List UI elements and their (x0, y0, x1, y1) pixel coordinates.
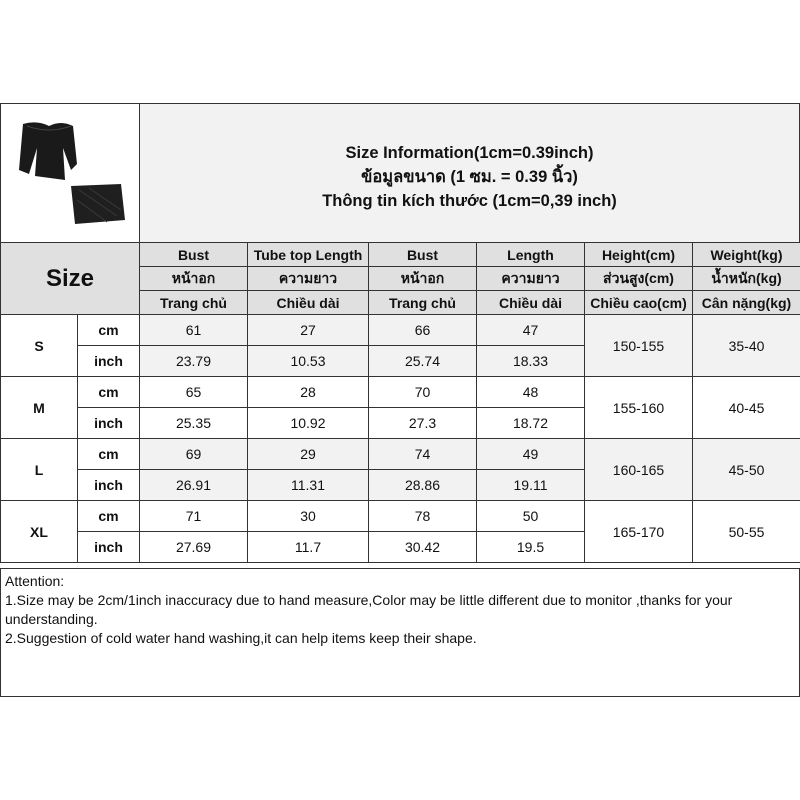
weight-range: 40-45 (693, 377, 800, 439)
size-name-l: L (1, 439, 78, 501)
unit-cm: cm (78, 315, 140, 346)
cell-value: 27 (248, 315, 369, 346)
cell-value: 30.42 (369, 532, 477, 563)
height-range: 155-160 (585, 377, 693, 439)
size-chart-header (0, 103, 800, 242)
unit-inch: inch (78, 408, 140, 439)
table-row (1, 377, 800, 408)
attention-line-2: 2.Suggestion of cold water hand washing,it can help items keep their shape. (5, 630, 477, 646)
size-chart (0, 103, 800, 697)
col-header-bust-th: หน้าอก (140, 267, 248, 291)
unit-inch: inch (78, 532, 140, 563)
cell-value: 70 (369, 377, 477, 408)
unit-cm: cm (78, 501, 140, 532)
height-range: 150-155 (585, 315, 693, 377)
col-header-length-vi: Chiều dài (477, 291, 585, 315)
weight-range: 45-50 (693, 439, 800, 501)
product-thumbnail (1, 104, 140, 243)
cell-value: 28.86 (369, 470, 477, 501)
weight-range: 35-40 (693, 315, 800, 377)
col-header-length: Length (477, 243, 585, 267)
col-header-bust: Bust (140, 243, 248, 267)
cell-value: 29 (248, 439, 369, 470)
cell-value: 61 (140, 315, 248, 346)
attention-line-1: 1.Size may be 2cm/1inch inaccuracy due to hand measure,Color may be little different due to monitor ,thanks for your understanding. (5, 592, 733, 627)
col-header-tube-top-length-vi: Chiều dài (248, 291, 369, 315)
col-header-height-th: ส่วนสูง(cm) (585, 267, 693, 291)
unit-cm: cm (78, 439, 140, 470)
cell-value: 10.92 (248, 408, 369, 439)
attention-notes (0, 568, 800, 697)
unit-inch: inch (78, 470, 140, 501)
cell-value: 25.74 (369, 346, 477, 377)
weight-range: 50-55 (693, 501, 800, 563)
cell-value: 49 (477, 439, 585, 470)
cell-value: 10.53 (248, 346, 369, 377)
cell-value: 25.35 (140, 408, 248, 439)
cell-value: 65 (140, 377, 248, 408)
cell-value: 48 (477, 377, 585, 408)
table-row (1, 439, 800, 470)
cell-value: 19.11 (477, 470, 585, 501)
height-range: 160-165 (585, 439, 693, 501)
cell-value: 26.91 (140, 470, 248, 501)
title-vietnamese: Thông tin kích thước (1cm=0,39 inch) (322, 192, 617, 210)
table-row (1, 315, 800, 346)
col-header-skirt-bust: Bust (369, 243, 477, 267)
col-header-skirt-bust-vi: Trang chủ (369, 291, 477, 315)
cell-value: 66 (369, 315, 477, 346)
unit-cm: cm (78, 377, 140, 408)
cell-value: 18.33 (477, 346, 585, 377)
cell-value: 27.3 (369, 408, 477, 439)
table-row (1, 501, 800, 532)
product-outfit-icon (1, 104, 140, 243)
cell-value: 11.7 (248, 532, 369, 563)
col-header-height-vi: Chiều cao(cm) (585, 291, 693, 315)
col-header-weight-th: น้ำหนัก(kg) (693, 267, 800, 291)
col-header-tube-top-length-th: ความยาว (248, 267, 369, 291)
size-name-m: M (1, 377, 78, 439)
cell-value: 74 (369, 439, 477, 470)
height-range: 165-170 (585, 501, 693, 563)
col-header-tube-top-length: Tube top Length (248, 243, 369, 267)
cell-value: 71 (140, 501, 248, 532)
cell-value: 30 (248, 501, 369, 532)
cell-value: 50 (477, 501, 585, 532)
col-header-weight-vi: Cân nặng(kg) (693, 291, 800, 315)
col-header-skirt-bust-th: หน้าอก (369, 267, 477, 291)
title-english: Size Information(1cm=0.39inch) (345, 144, 594, 162)
size-table (0, 242, 800, 563)
cell-value: 27.69 (140, 532, 248, 563)
cell-value: 11.31 (248, 470, 369, 501)
header-row-english (1, 243, 800, 267)
col-header-bust-vi: Trang chủ (140, 291, 248, 315)
col-header-height: Height(cm) (585, 243, 693, 267)
cell-value: 28 (248, 377, 369, 408)
cell-value: 78 (369, 501, 477, 532)
title-block (140, 104, 799, 242)
cell-value: 47 (477, 315, 585, 346)
size-name-xl: XL (1, 501, 78, 563)
size-name-s: S (1, 315, 78, 377)
size-header: Size (1, 243, 140, 315)
col-header-weight: Weight(kg) (693, 243, 800, 267)
attention-heading: Attention: (5, 573, 65, 589)
cell-value: 69 (140, 439, 248, 470)
col-header-length-th: ความยาว (477, 267, 585, 291)
cell-value: 19.5 (477, 532, 585, 563)
cell-value: 23.79 (140, 346, 248, 377)
title-thai: ข้อมูลขนาด (1 ซม. = 0.39 นิ้ว) (361, 168, 578, 186)
cell-value: 18.72 (477, 408, 585, 439)
unit-inch: inch (78, 346, 140, 377)
